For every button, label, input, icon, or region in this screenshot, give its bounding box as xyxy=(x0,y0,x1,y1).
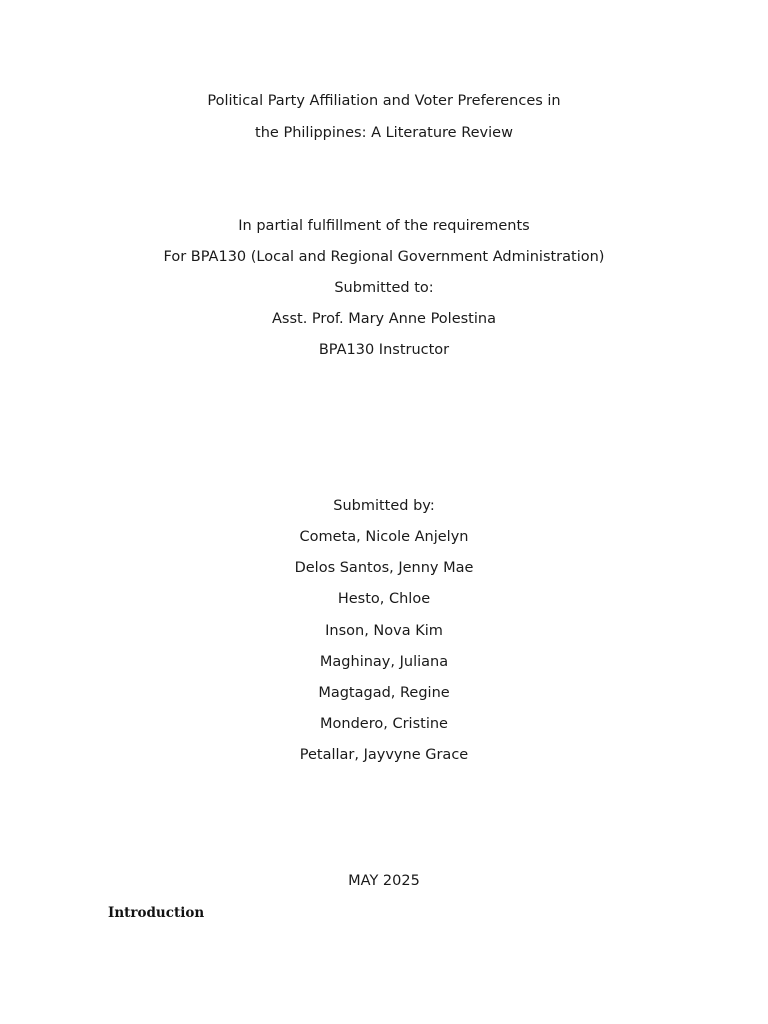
author-name: Inson, Nova Kim xyxy=(325,623,443,639)
author-name: Cometa, Nicole Anjelyn xyxy=(299,529,469,545)
document-title-line-1: Political Party Affiliation and Voter Preferences in xyxy=(207,93,561,109)
author-name: Petallar, Jayvyne Grace xyxy=(299,747,469,763)
fulfillment-statement: In partial fulfillment of the requirements xyxy=(238,218,530,234)
instructor-name: Asst. Prof. Mary Anne Polestina xyxy=(272,311,496,327)
introduction-heading: Introduction xyxy=(108,905,205,921)
submission-date: MAY 2025 xyxy=(348,873,420,889)
course-line: For BPA130 (Local and Regional Government Administration) xyxy=(163,249,605,265)
document-title-line-2: the Philippines: A Literature Review xyxy=(255,125,513,141)
submitted-by-label: Submitted by: xyxy=(333,498,435,514)
author-name: Hesto, Chloe xyxy=(337,591,431,607)
author-name: Magtagad, Regine xyxy=(318,685,450,701)
submitted-to-label: Submitted to: xyxy=(334,280,434,296)
author-name: Delos Santos, Jenny Mae xyxy=(294,560,474,576)
author-name: Mondero, Cristine xyxy=(320,716,448,732)
author-name: Maghinay, Juliana xyxy=(319,654,449,670)
instructor-role: BPA130 Instructor xyxy=(318,342,450,358)
